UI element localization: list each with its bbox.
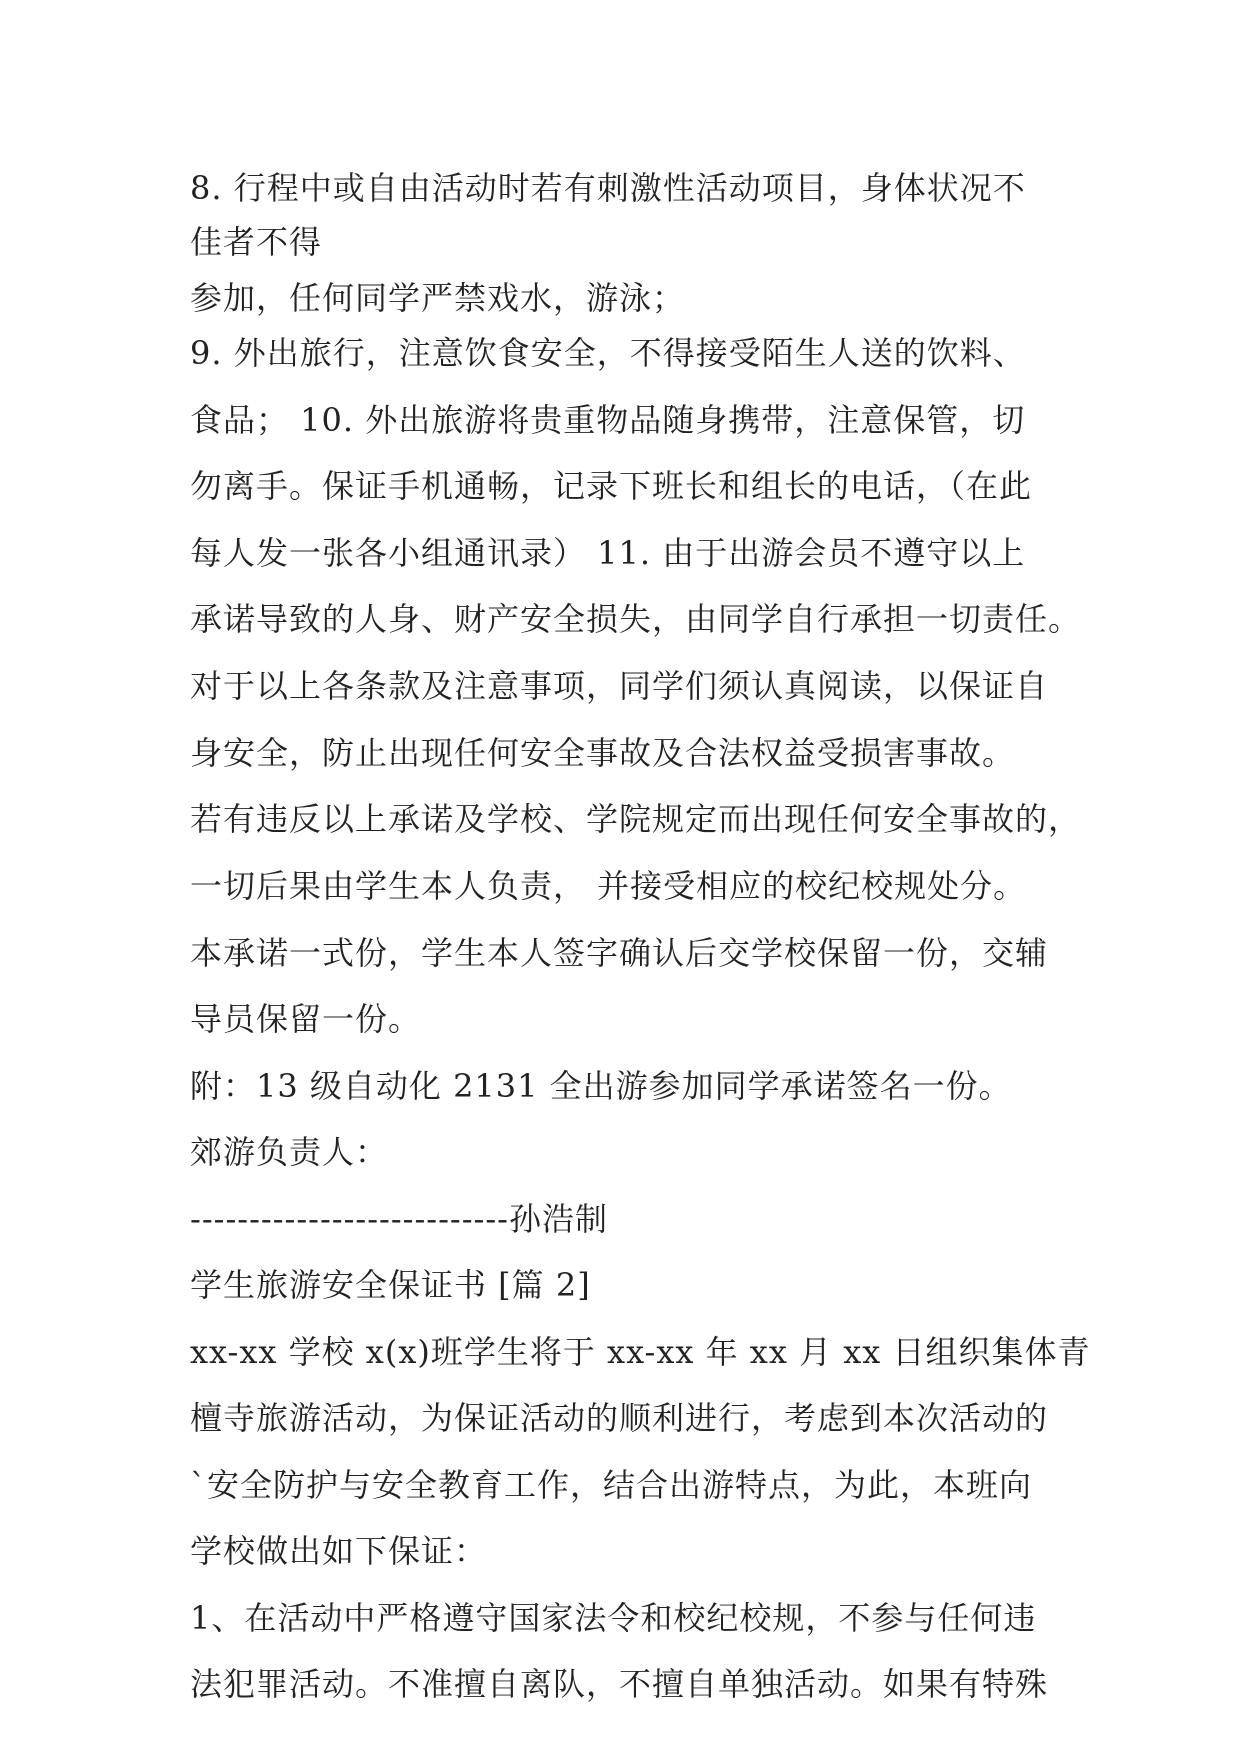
text-line: xx-xx 学校 x(x)班学生将于 xx-xx 年 xx 月 xx 日组织集体青 [190, 1333, 1091, 1371]
text-line: 身安全，防止出现任何安全事故及合法权益受损害事故。 [190, 734, 1016, 772]
text-line: 承诺导致的人身、财产安全损失，由同学自行承担一切责任。 [190, 600, 1082, 638]
signature-line: ---------------------------孙浩制 [190, 1200, 608, 1238]
text-line: 每人发一张各小组通讯录） 11. 由于出游会员不遵守以上 [190, 534, 1026, 572]
text-line: 9. 外出旅行，注意饮食安全，不得接受陌生人送的饮料、 [190, 334, 1026, 372]
text-line: 食品； 10. 外出旅游将贵重物品随身携带，注意保管，切 [190, 401, 1026, 439]
text-line: 郊游负责人： [190, 1133, 389, 1171]
text-line: 佳者不得 [190, 223, 323, 261]
text-line: 对于以上各条款及注意事项，同学们须认真阅读，以保证自 [190, 667, 1049, 705]
text-line: `安全防护与安全教育工作，结合出游特点，为此，本班向 [190, 1466, 1033, 1504]
text-line: 8. 行程中或自由活动时若有刺激性活动项目，身体状况不 [190, 169, 1026, 207]
text-line: 一切后果由学生本人负责， 并接受相应的校纪校规处分。 [190, 867, 1027, 905]
text-line: 本承诺一式份，学生本人签字确认后交学校保留一份，交辅 [190, 934, 1049, 972]
text-line: 若有违反以上承诺及学校、学院规定而出现任何安全事故的， [190, 800, 1082, 838]
section-title: 学生旅游安全保证书 [篇 2] [190, 1266, 591, 1304]
text-line: 勿离手。保证手机通畅，记录下班长和组长的电话，（在此 [190, 467, 1033, 505]
text-line: 1、在活动中严格遵守国家法令和校纪校规，不参与任何违 [190, 1599, 1037, 1637]
text-line: 导员保留一份。 [190, 1000, 422, 1038]
text-line: 参加，任何同学严禁戏水，游泳； [190, 279, 686, 317]
text-line: 檀寺旅游活动，为保证活动的顺利进行，考虑到本次活动的 [190, 1399, 1049, 1437]
text-line: 附：13 级自动化 2131 全出游参加同学承诺签名一份。 [190, 1067, 1012, 1105]
text-line: 法犯罪活动。不准擅自离队，不擅自单独活动。如果有特殊 [190, 1665, 1049, 1703]
text-line: 学校做出如下保证： [190, 1532, 488, 1570]
